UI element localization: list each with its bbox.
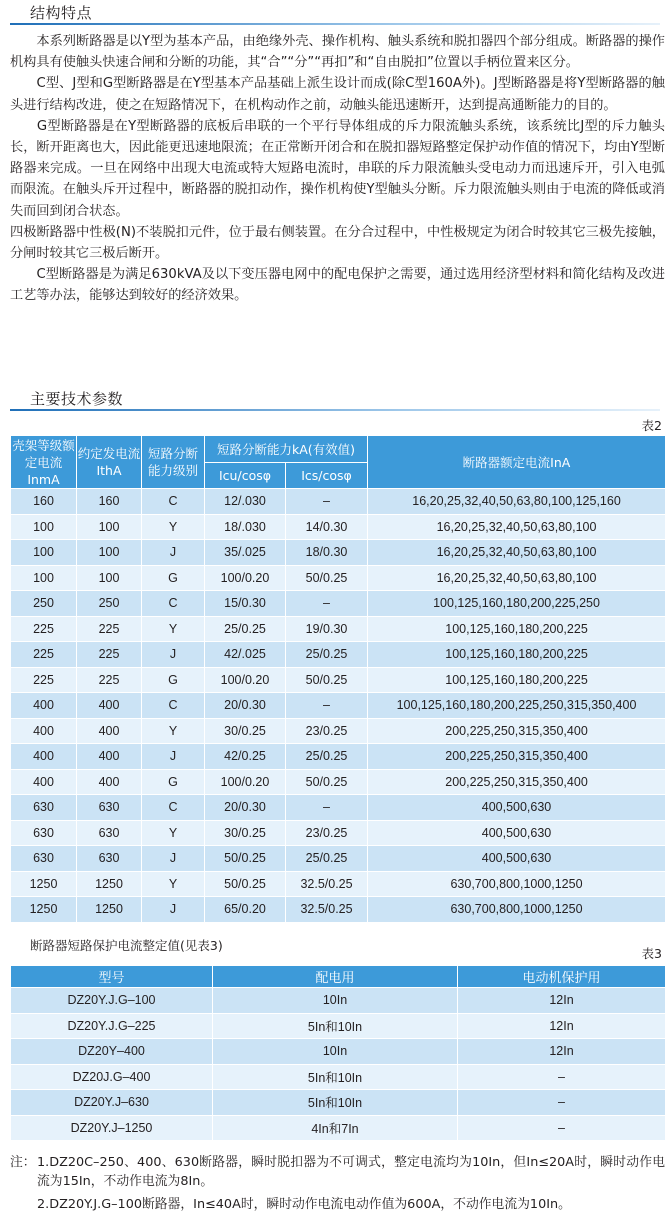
cell-distribution: 5In和10In [213,1064,458,1090]
table-row [11,642,666,668]
table-row [11,1013,666,1039]
cell-distribution: 10In [213,1039,458,1065]
cell-frame-current: 225 [11,667,77,693]
cell-breaking-class: J [142,642,205,668]
table3-caption: 断路器短路保护电流整定值(见表3) [30,938,223,953]
cell-icu: 12/.030 [205,489,286,515]
table-row [11,540,666,566]
cell-icu: 35/.025 [205,540,286,566]
cell-thermal-current: 1250 [77,871,142,897]
cell-motor: 12In [458,988,666,1014]
cell-ics: 19/0.30 [286,616,368,642]
cell-model: DZ20Y.J–630 [11,1090,213,1116]
section-rule [10,409,660,411]
cell-frame-current: 1250 [11,897,77,923]
col-header-distribution: 配电用 [213,966,458,988]
note-item [10,1153,665,1191]
cell-ics: 25/0.25 [286,642,368,668]
cell-ics: 50/0.25 [286,667,368,693]
section-header-params [0,389,670,411]
table-row [11,616,666,642]
cell-rated-current: 16,20,25,32,40,50,63,80,100 [368,540,666,566]
cell-thermal-current: 100 [77,514,142,540]
cell-breaking-class: C [142,693,205,719]
cell-icu: 100/0.20 [205,565,286,591]
cell-frame-current: 400 [11,744,77,770]
table-row [11,897,666,923]
cell-rated-current: 400,500,630 [368,846,666,872]
cell-breaking-class: J [142,846,205,872]
table-row [11,988,666,1014]
cell-rated-current: 16,20,25,32,40,50,63,80,100 [368,565,666,591]
table-row [11,846,666,872]
table-row [11,1115,666,1141]
paragraph: C型、J型和G型断路器是在Y型基本产品基础上派生设计而成(除C型160A外)。J型断路器是将Y型断路器的触头进行结构改进，使之在短路情况下，在机构动作之前，动触头能迅速断开，达到提高通断能力的目的。 [10,76,665,113]
cell-icu: 100/0.20 [205,667,286,693]
cell-thermal-current: 225 [77,642,142,668]
cell-frame-current: 1250 [11,871,77,897]
cell-frame-current: 400 [11,718,77,744]
table-row [11,693,666,719]
cell-ics: 14/0.30 [286,514,368,540]
section-title: 主要技术参数 [30,390,124,408]
cell-icu: 20/0.30 [205,693,286,719]
col-header-breaking-capacity: 短路分断能力kA(有效值) [205,436,368,463]
cell-distribution: 5In和10In [213,1090,458,1116]
tech-params-table [10,435,666,923]
cell-thermal-current: 630 [77,820,142,846]
cell-thermal-current: 400 [77,718,142,744]
table2-label: 表2 [641,418,662,433]
cell-breaking-class: C [142,489,205,515]
table-row [11,1090,666,1116]
structure-text [10,31,665,307]
cell-frame-current: 100 [11,565,77,591]
cell-icu: 50/0.25 [205,846,286,872]
cell-rated-current: 100,125,160,180,200,225 [368,667,666,693]
cell-breaking-class: J [142,744,205,770]
col-header-icu: Icu/cosφ [205,463,286,489]
cell-ics: – [286,591,368,617]
cell-ics: – [286,693,368,719]
cell-frame-current: 400 [11,693,77,719]
tech-params-body [11,489,666,923]
col-header-breaking-class: 短路分断能力级别 [142,436,205,489]
cell-ics: 32.5/0.25 [286,897,368,923]
cell-icu: 65/0.20 [205,897,286,923]
cell-model: DZ20J.G–400 [11,1064,213,1090]
table3-label: 表3 [641,946,662,961]
cell-thermal-current: 225 [77,667,142,693]
table-row [11,769,666,795]
cell-ics: 50/0.25 [286,769,368,795]
cell-rated-current: 400,500,630 [368,820,666,846]
cell-thermal-current: 250 [77,591,142,617]
cell-thermal-current: 225 [77,616,142,642]
table-row [11,591,666,617]
cell-motor: – [458,1115,666,1141]
cell-thermal-current: 160 [77,489,142,515]
notes-block [10,1153,665,1214]
table-row [11,1039,666,1065]
cell-rated-current: 630,700,800,1000,1250 [368,897,666,923]
cell-distribution: 4In和7In [213,1115,458,1141]
cell-rated-current: 16,20,25,32,40,50,63,80,100 [368,514,666,540]
paragraph: C型断路器是为满足630kVA及以下变压器电网中的配电保护之需要，通过选用经济型材料和简化结构及改进工艺等办法，能够达到较好的经济效果。 [10,267,665,304]
cell-frame-current: 100 [11,540,77,566]
cell-frame-current: 225 [11,642,77,668]
cell-model: DZ20Y.J.G–225 [11,1013,213,1039]
table-row [11,489,666,515]
protection-settings-table [10,965,666,1141]
cell-ics: 32.5/0.25 [286,871,368,897]
cell-icu: 50/0.25 [205,871,286,897]
cell-ics: 25/0.25 [286,744,368,770]
cell-rated-current: 100,125,160,180,200,225,250,315,350,400 [368,693,666,719]
cell-breaking-class: J [142,540,205,566]
cell-breaking-class: C [142,795,205,821]
paragraph: 本系列断路器是以Y型为基本产品，由绝缘外壳、操作机构、触头系统和脱扣器四个部分组成。断路器的操作机构具有使触头快速合闸和分断的功能，其“合”“分”“再扣”和“自由脱扣”位置以手柄位置来区分。 [10,34,665,71]
table-row [11,667,666,693]
table-row [11,718,666,744]
cell-rated-current: 400,500,630 [368,795,666,821]
paragraph: 四极断路器中性极(N)不装脱扣元件，位于最右侧装置。在分合过程中，中性极规定为闭合时较其它三极先接触，分闸时较其它三极后断开。 [10,224,665,262]
cell-motor: – [458,1090,666,1116]
cell-rated-current: 100,125,160,180,200,225,250 [368,591,666,617]
cell-thermal-current: 400 [77,693,142,719]
cell-icu: 30/0.25 [205,820,286,846]
cell-model: DZ20Y–400 [11,1039,213,1065]
cell-breaking-class: G [142,667,205,693]
cell-distribution: 5In和10In [213,1013,458,1039]
cell-frame-current: 400 [11,769,77,795]
cell-thermal-current: 630 [77,795,142,821]
cell-thermal-current: 1250 [77,897,142,923]
note-text: 2.DZ20Y.J.G–100断路器，In≤40A时，瞬时动作电流电动作值为600A，不动作电流为10In。 [37,1197,571,1212]
cell-rated-current: 16,20,25,32,40,50,63,80,100,125,160 [368,489,666,515]
cell-frame-current: 250 [11,591,77,617]
note-item [10,1195,665,1214]
table-row [11,744,666,770]
cell-breaking-class: G [142,769,205,795]
table-row [11,820,666,846]
paragraph: G型断路器是在Y型断路器的底板后串联的一个平行导体组成的斥力限流触头系统，该系统比J型的斥力触头长，断开距离也大，因此能更迅速地限流；在正常断开闭合和在脱扣器短路整定保护动作值的情况下，均由Y型断路器来完成。一旦在网络中出现大电流或特大短路电流时，串联的斥力限流触头受电动力而迅速斥开，引入电弧而限流。在触头斥开过程中，断路器的脱扣动作，操作机构使Y型触头分断。斥力限流触头则由于电流的降低或消失而回到闭合状态。 [10,118,665,219]
cell-ics: 23/0.25 [286,718,368,744]
cell-ics: 23/0.25 [286,820,368,846]
cell-icu: 42/0.25 [205,744,286,770]
cell-breaking-class: G [142,565,205,591]
table-row [11,1064,666,1090]
cell-frame-current: 225 [11,616,77,642]
note-text: 1.DZ20C–250、400、630断路器，瞬时脱扣器为不可调式，整定电流均为10In，但In≤20A时，瞬时动作电流为15In，不动作电流为8In。 [37,1155,665,1189]
col-header-model: 型号 [11,966,213,988]
section-title: 结构特点 [30,4,93,22]
cell-ics: 25/0.25 [286,846,368,872]
cell-motor: – [458,1064,666,1090]
cell-icu: 20/0.30 [205,795,286,821]
cell-rated-current: 200,225,250,315,350,400 [368,769,666,795]
cell-rated-current: 100,125,160,180,200,225 [368,642,666,668]
col-header-thermal-current: 约定发电流IthA [77,436,142,489]
cell-frame-current: 160 [11,489,77,515]
protection-settings-body [11,988,666,1141]
table-row [11,871,666,897]
cell-frame-current: 630 [11,820,77,846]
cell-rated-current: 200,225,250,315,350,400 [368,718,666,744]
col-header-rated-current: 断路器额定电流InA [368,436,666,489]
table-row [11,565,666,591]
cell-breaking-class: Y [142,871,205,897]
cell-model: DZ20Y.J.G–100 [11,988,213,1014]
cell-thermal-current: 400 [77,744,142,770]
cell-breaking-class: Y [142,718,205,744]
cell-thermal-current: 630 [77,846,142,872]
cell-icu: 15/0.30 [205,591,286,617]
cell-rated-current: 100,125,160,180,200,225 [368,616,666,642]
table-row [11,795,666,821]
cell-ics: – [286,489,368,515]
cell-icu: 18/.030 [205,514,286,540]
cell-motor: 12In [458,1039,666,1065]
cell-rated-current: 630,700,800,1000,1250 [368,871,666,897]
cell-frame-current: 630 [11,795,77,821]
cell-breaking-class: C [142,591,205,617]
cell-rated-current: 200,225,250,315,350,400 [368,744,666,770]
section-header-structure [0,3,670,25]
cell-icu: 100/0.20 [205,769,286,795]
cell-distribution: 10In [213,988,458,1014]
cell-model: DZ20Y.J–1250 [11,1115,213,1141]
cell-frame-current: 100 [11,514,77,540]
cell-icu: 42/.025 [205,642,286,668]
cell-icu: 30/0.25 [205,718,286,744]
cell-breaking-class: Y [142,616,205,642]
cell-breaking-class: Y [142,514,205,540]
cell-ics: 18/0.30 [286,540,368,566]
col-header-ics: Ics/cosφ [286,463,368,489]
cell-ics: – [286,795,368,821]
col-header-motor: 电动机保护用 [458,966,666,988]
cell-breaking-class: J [142,897,205,923]
cell-thermal-current: 100 [77,540,142,566]
cell-breaking-class: Y [142,820,205,846]
cell-thermal-current: 100 [77,565,142,591]
cell-thermal-current: 400 [77,769,142,795]
notes-prefix: 注： [10,1155,36,1170]
table-row [11,514,666,540]
col-header-frame-current: 壳架等级额定电流InmA [12,437,75,487]
cell-ics: 50/0.25 [286,565,368,591]
section-rule [10,23,660,25]
cell-motor: 12In [458,1013,666,1039]
cell-icu: 25/0.25 [205,616,286,642]
cell-frame-current: 630 [11,846,77,872]
